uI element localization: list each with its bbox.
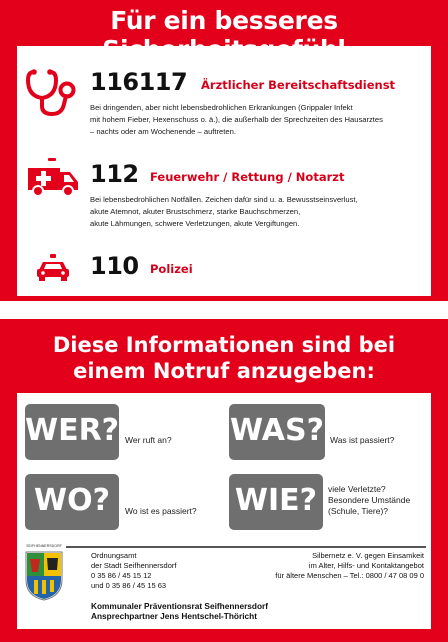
label-line: Wer ruft an? bbox=[125, 435, 172, 445]
heading-line: einem Notruf anzugeben: bbox=[73, 359, 375, 383]
footer-line: für ältere Menschen – Tel.: 0800 / 47 08 09 0 bbox=[275, 571, 424, 580]
page-title: Für ein besseres bbox=[110, 6, 338, 35]
description-line: mit hohem Fieber, Hexenschuss o. ä.), die außerhalb der Sprechzeiten des Hausarztes bbox=[90, 115, 383, 124]
question-box-wie: WIE? bbox=[229, 474, 323, 530]
footer-line: 0 35 86 / 45 15 12 bbox=[91, 571, 152, 580]
heading-line: Diese Informationen sind bei bbox=[52, 333, 396, 357]
question-label bbox=[328, 484, 410, 517]
emergency-number: 116117 bbox=[90, 68, 188, 96]
label-line: (Schule, Tiere)? bbox=[328, 506, 388, 516]
footer-line: und 0 35 86 / 45 15 63 bbox=[91, 581, 167, 590]
question-label bbox=[330, 435, 394, 446]
crest-caption: SEIFHENNERSDORF bbox=[26, 544, 62, 548]
emergency-row-116117 bbox=[17, 64, 431, 154]
stethoscope-icon bbox=[24, 68, 78, 123]
emergency-number: 110 bbox=[90, 252, 139, 280]
emergency-number: 112 bbox=[90, 160, 139, 188]
service-name: Ärztlicher Bereitschaftsdienst bbox=[201, 78, 396, 92]
emergency-row-112 bbox=[17, 156, 431, 236]
label-line: Was ist passiert? bbox=[330, 435, 395, 445]
question-box-was: WAS? bbox=[229, 404, 325, 460]
description-line: akute Atemnot, akuter Brustschmerz, starke Bauchschmerzen, bbox=[90, 207, 301, 216]
label-line: Besondere Umstände bbox=[328, 495, 411, 505]
footer-divider bbox=[66, 546, 426, 548]
town-crest-icon bbox=[24, 550, 64, 607]
footer-line: Ansprechpartner Jens Hentschel-Thöricht bbox=[91, 611, 257, 621]
service-description bbox=[90, 194, 425, 230]
service-name: Feuerwehr / Rettung / Notarzt bbox=[150, 170, 345, 184]
service-description bbox=[90, 102, 425, 138]
label-line: viele Verletzte? bbox=[328, 484, 386, 494]
footer-line: Ordnungsamt bbox=[91, 551, 137, 560]
service-name: Polizei bbox=[150, 262, 193, 276]
footer-contact-ordnungsamt bbox=[91, 551, 176, 591]
footer-line: der Stadt Seifhennersdorf bbox=[91, 561, 177, 570]
question-box-wer: WER? bbox=[25, 404, 119, 460]
footer-praeventionsrat bbox=[91, 601, 268, 621]
question-label bbox=[125, 435, 172, 446]
footer-contact-silbernetz bbox=[222, 551, 424, 581]
ambulance-icon bbox=[26, 158, 80, 203]
footer-line: im Alter, Hilfs- und Kontaktangebot bbox=[308, 561, 424, 570]
label-line: Wo ist es passiert? bbox=[125, 506, 197, 516]
question-label bbox=[125, 506, 197, 517]
description-line: – nachts oder am Wochenende – auftreten. bbox=[90, 127, 236, 136]
description-line: Bei dringenden, aber nicht lebensbedrohlichen Erkrankungen (Grippaler Infekt bbox=[90, 103, 353, 112]
emergency-numbers-panel bbox=[17, 46, 431, 296]
description-line: akute Lähmungen, schwere Verletzungen, akute Vergiftungen. bbox=[90, 219, 300, 228]
police-car-icon bbox=[36, 254, 70, 287]
question-box-wo: WO? bbox=[25, 474, 119, 530]
footer-line: Kommunaler Präventionsrat Seifhennersdorf bbox=[91, 601, 269, 611]
footer-line: Silbernetz e. V. gegen Einsamkeit bbox=[312, 551, 424, 560]
divider-band bbox=[0, 301, 448, 319]
section-heading bbox=[0, 332, 448, 384]
emergency-row-110 bbox=[17, 252, 431, 292]
description-line: Bei lebensbedrohlichen Notfällen. Zeichen dafür sind u. a. Bewusstseinsverlust, bbox=[90, 195, 358, 204]
